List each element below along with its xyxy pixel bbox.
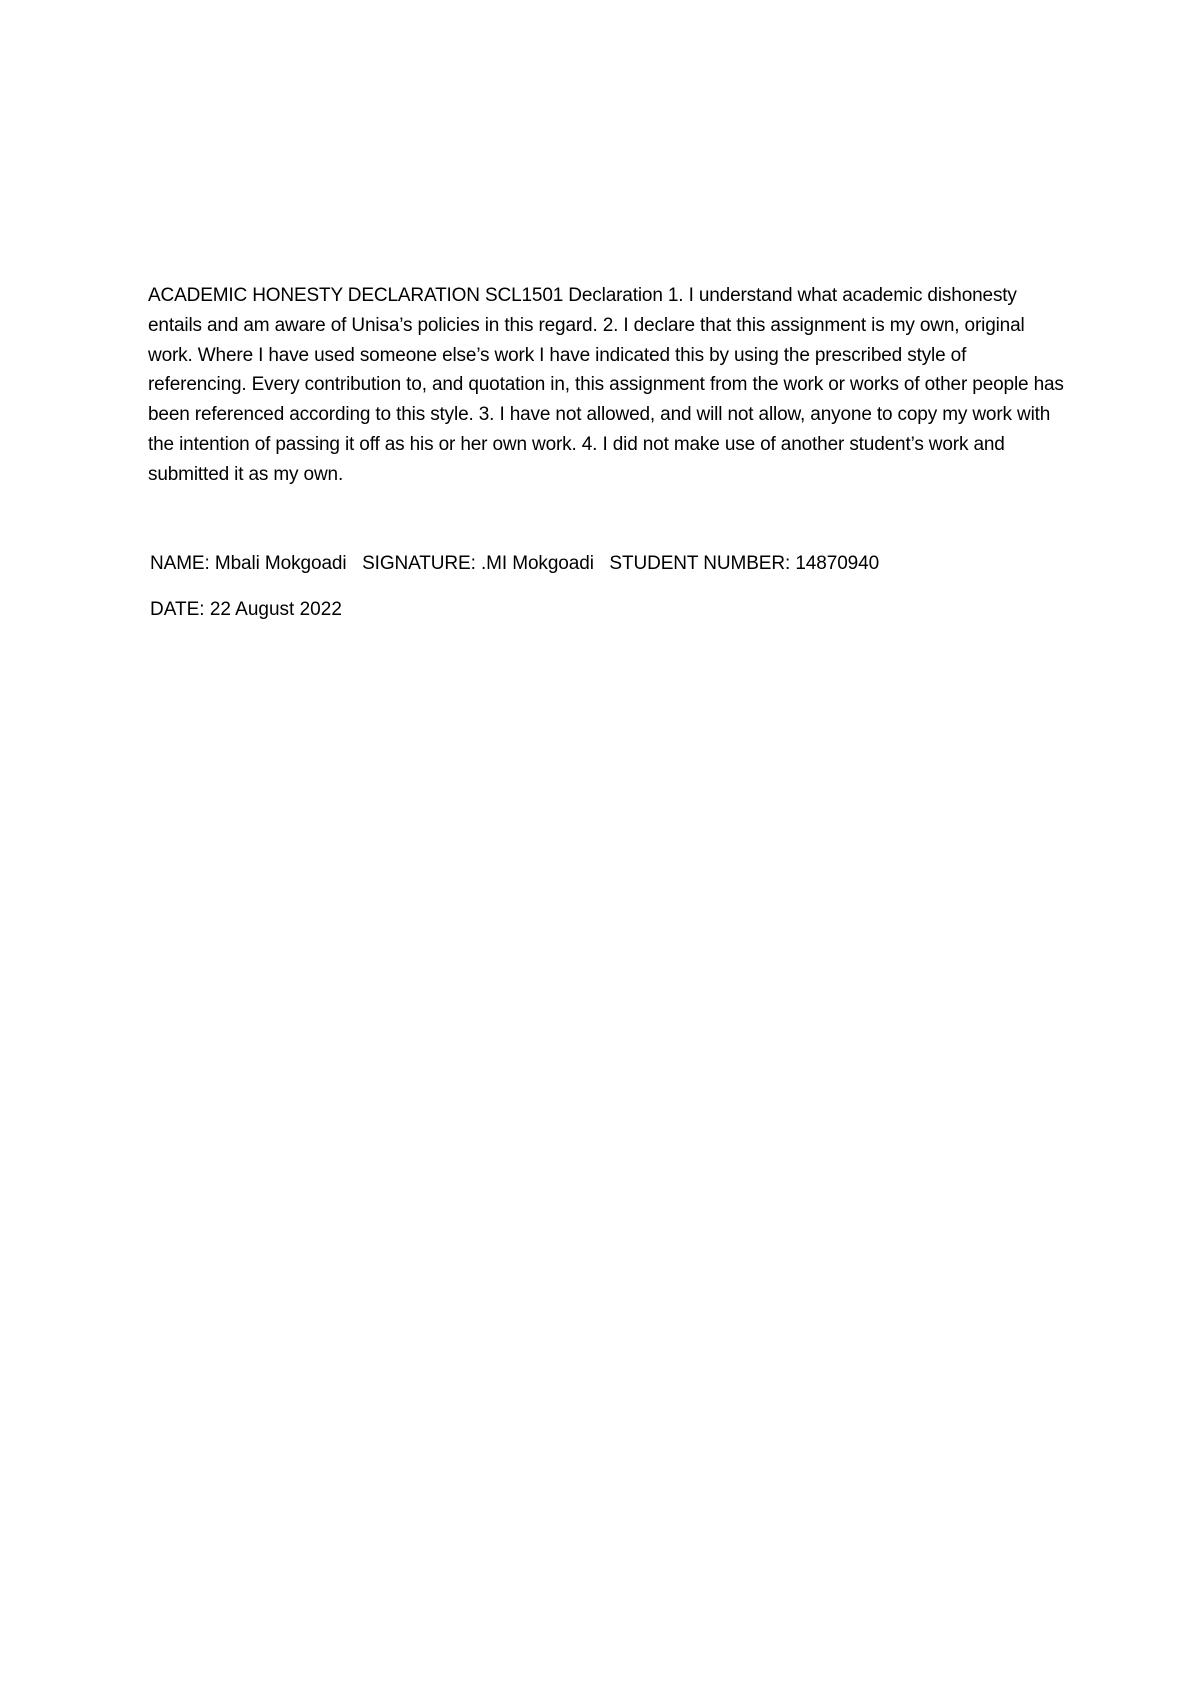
student-signature: SIGNATURE: .MI Mokgoadi [362, 553, 594, 574]
declaration-paragraph: ACADEMIC HONESTY DECLARATION SCL1501 Declaration 1. I understand what academic dishonesty entails and am aware of Unisa’s policies in this regard. 2. I declare that this assignment is my own, original work. Where I have used someone else’s work I have indicated this by using the prescribed style of referencing. Every contribution to, and quotation in, this assignment from the work or works of other people has been referenced according to this style. 3. I have not allowed, and will not allow, anyone to copy my work with the intention of passing it off as his or her own work. 4. I did not make use of another student’s work and submitted it as my own. [148, 285, 1064, 485]
student-name: NAME: Mbali Mokgoadi [150, 553, 347, 574]
declaration-date: DATE: 22 August 2022 [150, 599, 342, 620]
student-number: STUDENT NUMBER: 14870940 [609, 553, 880, 574]
signature-line [150, 552, 879, 576]
